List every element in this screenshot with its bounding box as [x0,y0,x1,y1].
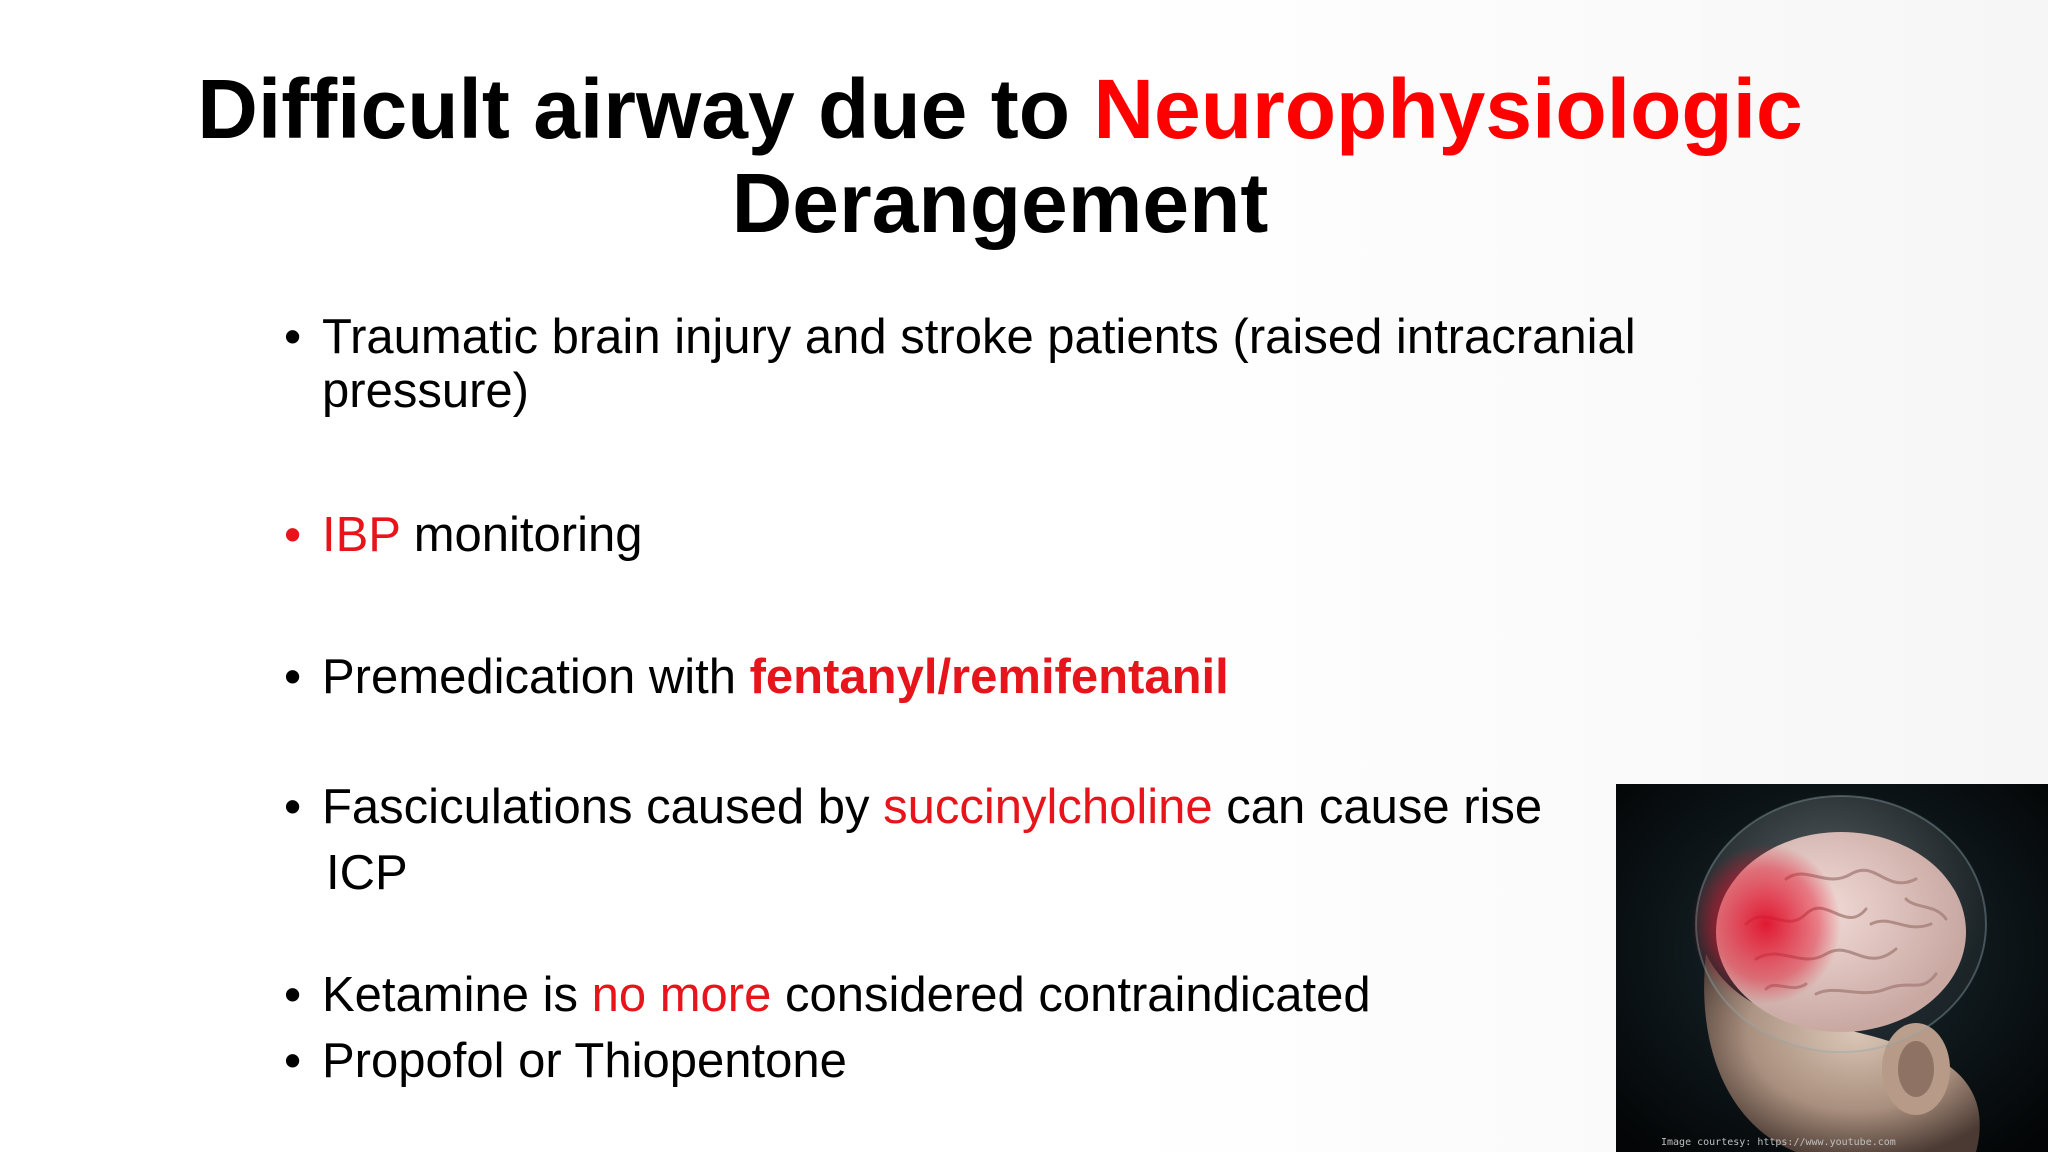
bullet-item [280,968,1700,1022]
brain-illustration-icon [1616,784,2048,1152]
bullet-dot: • [284,650,302,704]
bullet-dot: • [284,968,302,1022]
bullet-text: Propofol or Thiopentone [322,1034,847,1088]
video-thumbnail[interactable] [1616,784,2048,1152]
bullet-highlight: IBP [322,508,401,562]
title-line2: Derangement [731,156,1269,250]
bullet-highlight: succinylcholine [883,780,1213,834]
title-highlight: Neurophysiologic [1093,62,1803,156]
bullet-text: Premedication with [322,650,750,704]
bullet-item [280,1034,1700,1088]
bullet-dot: • [284,780,302,834]
bullet-list [280,310,1700,1088]
image-courtesy: Image courtesy: https://www.youtube.com [1661,1137,1896,1148]
bullet-item [280,650,1700,704]
bullet-text-suffix: considered contraindicated [771,968,1371,1022]
bullet-item [280,310,1700,418]
slide-title [0,62,2000,250]
bullet-text: Fasciculations caused by [322,780,884,834]
bullet-dot: • [284,1034,302,1088]
bullet-continuation: ICP [326,846,408,900]
bullet-text: monitoring [400,508,643,562]
bullet-highlight: fentanyl/remifentanil [749,650,1229,704]
bullet-text-suffix: can cause rise [1212,780,1543,834]
bullet-item [280,780,1700,900]
bullet-text: Traumatic brain injury and stroke patients (raised intracranial pressure) [322,310,1636,418]
bullet-text: Ketamine is [322,968,592,1022]
bullet-dot: • [284,508,302,562]
bullet-highlight: no more [591,968,772,1022]
title-text: Difficult airway due to [197,62,1094,156]
bullet-item [280,508,1700,562]
bullet-dot: • [284,310,302,364]
